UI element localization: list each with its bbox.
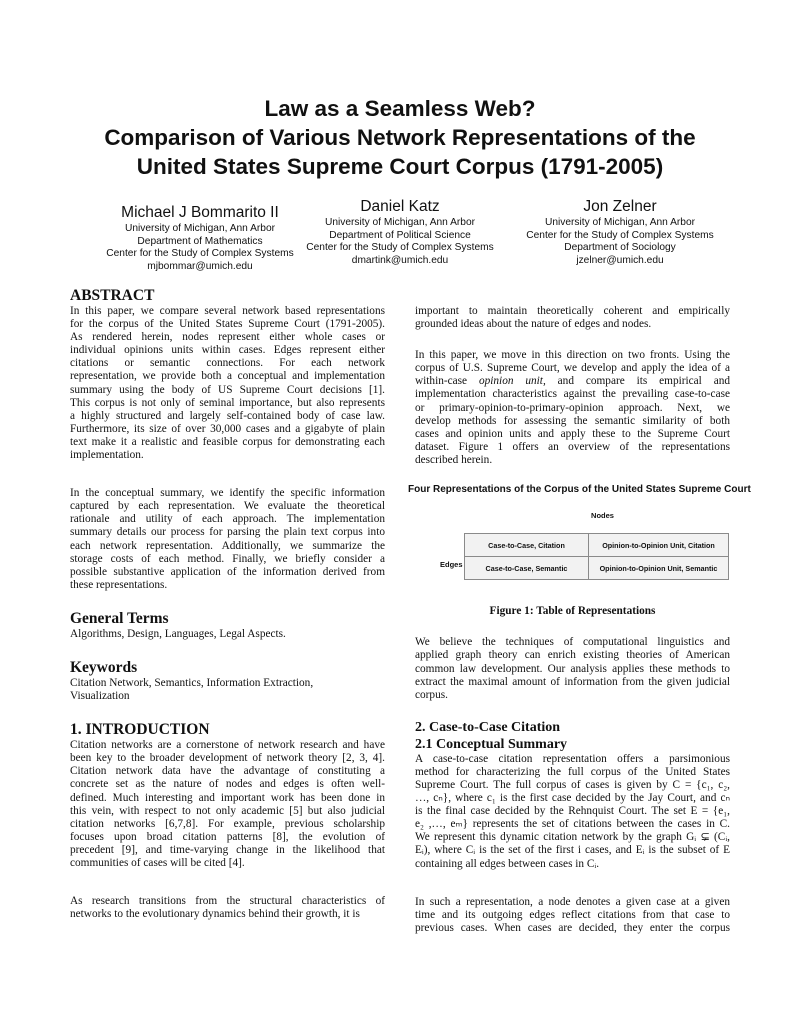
- author-center: Center for the Study of Complex Systems: [526, 229, 714, 241]
- representations-table: [464, 533, 729, 580]
- text-line: method for characterizing the full corpus of the United States: [415, 765, 730, 778]
- section-2-1-heading: 2.1 Conceptual Summary: [415, 736, 568, 752]
- author-email: dmartink@umich.edu: [351, 254, 449, 266]
- text-line: Citation network data have the advantage of constituting a: [70, 765, 385, 778]
- figure-1: [408, 483, 751, 618]
- text-line: common law development. Our analysis applies these methods to: [415, 662, 730, 675]
- text-line: Citation networks are a cornerstone of network research and have: [70, 739, 385, 752]
- text-line: this vein, with respect to not only academic [5] but also judicial: [70, 804, 385, 817]
- intro-fronts-paragraph: [415, 349, 730, 467]
- text-line: In this paper, we compare several network based representations: [70, 305, 385, 317]
- text-line: dataset. Figure 1 offers an overview of the representations: [415, 440, 730, 453]
- text-line: concrete set as the nature of nodes and edges is often well-: [70, 778, 385, 791]
- text-line: citations or semantic connections. For each network: [70, 357, 385, 370]
- text-line: rationale and utility of each approach. The implementation: [70, 513, 385, 526]
- text-line: captured by each representation. We evaluate the theoretical: [70, 500, 385, 513]
- text-line: precedent [9], and time-varying change in the likelihood that: [70, 843, 385, 856]
- text-line: or primary-opinion-to-primary-opinion approach. Next, we: [415, 401, 730, 414]
- author-affiliation: University of Michigan, Ann Arbor: [544, 217, 696, 228]
- general-terms-text: Algorithms, Design, Languages, Legal Aspects.: [70, 627, 286, 640]
- text-line: described herein.: [415, 453, 493, 466]
- text-line: implementation characteristics against the prevailing case-to-case: [415, 388, 730, 401]
- title-line-3: United States Supreme Court Corpus (1791-2005): [136, 154, 664, 179]
- table-cell: Case-to-Case, Semantic: [465, 557, 589, 580]
- text-line: defined. Much interesting and important work has been done in: [70, 791, 385, 804]
- text-line: [415, 375, 730, 388]
- text-line: implementation.: [70, 449, 144, 462]
- text-line: cases and opinion units and apply these to the Supreme Court: [415, 427, 730, 440]
- paper-title: [0, 94, 800, 181]
- author-department: Department of Mathematics: [137, 235, 263, 247]
- table-cell: Opinion-to-Opinion Unit, Citation: [589, 534, 729, 557]
- text-line: As research transitions from the structural characteristics of: [70, 895, 385, 908]
- text-line: been key to the broader development of network theory [2, 3, 4].: [70, 752, 385, 765]
- text-line: e₂ ,…, eₘ} represents the set of citations between the cases in C.: [415, 818, 730, 831]
- text-line: applied graph theory can enrich existing theories of American: [415, 649, 730, 662]
- text-line: containing all edges between cases in Cᵢ.: [415, 857, 600, 870]
- text-line: We believe the techniques of computational linguistics and: [415, 636, 730, 649]
- introduction-paragraph-1: [70, 739, 385, 870]
- text-span: and compare its empirical and: [557, 375, 731, 388]
- keywords-heading: Keywords: [70, 658, 138, 676]
- text-line: In the conceptual summary, we identify the specific information: [70, 487, 385, 500]
- text-line: focuses upon broad citation patterns [8], the evolution of: [70, 830, 385, 843]
- table-cell: Case-to-Case, Citation: [465, 534, 589, 557]
- abstract-heading: ABSTRACT: [70, 287, 155, 304]
- text-line: networks to the evolutionary dynamics behind their growth, it is: [70, 908, 360, 921]
- author-name: Michael J Bommarito II: [121, 204, 279, 221]
- text-line: storage costs of each method. Finally, we briefly consider a: [70, 552, 385, 565]
- text-line: these representations.: [70, 578, 168, 591]
- text-line: A case-to-case citation representation offers a parsimonious: [415, 752, 730, 765]
- text-line: Furthermore, its size of over 30,000 cases and a gigabyte of plain: [70, 422, 385, 435]
- text-line: summary details our process for parsing the plain text corpus into: [70, 526, 385, 539]
- text-line: In such a representation, a node denotes a given case at a given: [415, 895, 730, 908]
- text-line: important to maintain theoretically coherent and empirically: [415, 305, 730, 317]
- text-line: citation networks [6,7,8]. For example, previous scholarship: [70, 817, 385, 830]
- text-line: In this paper, we move in this direction on two fronts. Using the: [415, 349, 730, 362]
- text-line: Supreme Court. The full corpus of cases is given by C = {c₁, c₂,: [415, 778, 730, 791]
- author-email: mjbommar@umich.edu: [147, 260, 253, 272]
- text-line: extract the maximal amount of information from the given judicial: [415, 675, 730, 688]
- representation-paragraph: [415, 896, 730, 935]
- author-affiliation: University of Michigan, Ann Arbor: [324, 217, 476, 228]
- text-line: corpus.: [415, 688, 448, 701]
- table-cell: Opinion-to-Opinion Unit, Semantic: [589, 557, 729, 580]
- italic-term: opinion unit,: [478, 375, 546, 388]
- text-line: previous cases. When cases are decided, they enter the corpus: [415, 921, 730, 934]
- text-line: is the final case decided by the Rehnquist Court. The set E = {e₁,: [415, 805, 730, 818]
- introduction-heading: 1. INTRODUCTION: [70, 721, 210, 739]
- abstract-paragraph-1: [70, 305, 385, 462]
- text-line: summary using the body of US Supreme Court decisions [1].: [70, 383, 385, 396]
- text-line: communities of cases will be cited [4].: [70, 857, 245, 869]
- text-line: corpus of U.S. Supreme Court, we develop and apply the idea of a: [415, 362, 730, 375]
- text-line: This corpus is not only of seminal importance, but also represents: [70, 396, 385, 409]
- right-column: [408, 305, 751, 935]
- text-line: grounded ideas about the nature of edges and nodes.: [415, 318, 652, 331]
- author-name: Jon Zelner: [583, 198, 657, 215]
- conceptual-summary-paragraph: [415, 753, 730, 871]
- text-line: possible substantive application of the information derived from: [70, 565, 385, 578]
- figure-table-area: [415, 527, 730, 597]
- title-line-2: Comparison of Various Network Representations of the: [104, 125, 696, 150]
- author-affiliation: University of Michigan, Ann Arbor: [124, 223, 276, 234]
- author-email: jzelner@umich.edu: [576, 254, 664, 266]
- text-span: within-case: [415, 375, 468, 388]
- left-column: [70, 287, 385, 921]
- intro-continued-paragraph: [415, 305, 730, 331]
- text-line: individual opinions units within cases. Edges represent either: [70, 344, 385, 357]
- figure-nodes-label: Nodes: [591, 511, 614, 521]
- text-line: a highly structured and largely self-contained body of case law.: [70, 409, 385, 422]
- author-department: Department of Sociology: [564, 242, 676, 254]
- text-line: for the corpus of the United States Supreme Court (1791-2005).: [70, 318, 385, 331]
- techniques-paragraph: [415, 636, 730, 701]
- text-line: time and its outgoing edges reflect citations from that case to: [415, 908, 730, 921]
- author-name: Daniel Katz: [360, 198, 440, 215]
- table-row: [465, 557, 729, 580]
- text-line: …, cₙ}, where c₁ is the first case decided by the Jay Court, and cₙ: [415, 792, 730, 805]
- author-block-3: [510, 197, 730, 267]
- figure-title: Four Representations of the Corpus of the United States Supreme Court: [408, 484, 751, 496]
- table-row: [465, 534, 729, 557]
- general-terms-heading: General Terms: [70, 609, 169, 627]
- text-line: Eᵢ), where Cᵢ is the set of the first i cases, and Eᵢ is the subset of E: [415, 844, 730, 857]
- title-line-1: Law as a Seamless Web?: [264, 96, 536, 121]
- figure-edges-label: Edges: [440, 560, 463, 570]
- text-line: We represent this dynamic citation network by the graph Gᵢ ⊊ (Cᵢ,: [415, 831, 730, 844]
- author-center: Center for the Study of Complex Systems: [106, 248, 294, 260]
- text-line: As rendered herein, nodes represent either whole cases or: [70, 331, 385, 344]
- figure-caption: Figure 1: Table of Representations: [489, 605, 656, 618]
- author-center: Center for the Study of Complex Systems: [306, 242, 494, 254]
- abstract-paragraph-2: [70, 487, 385, 592]
- introduction-paragraph-2: [70, 895, 385, 921]
- author-block-2: [290, 197, 510, 267]
- keywords-line-2: Visualization: [70, 690, 130, 703]
- text-line: each network representation. Additionally, we summarize the: [70, 539, 385, 552]
- text-line: develop methods for assessing the semantic similarity of both: [415, 414, 730, 427]
- text-line: representation, we provide both a conceptual and implementation: [70, 370, 385, 383]
- text-line: text make it a realistic and feasible corpus for demonstrating each: [70, 435, 385, 448]
- section-2-heading: 2. Case-to-Case Citation: [415, 719, 561, 735]
- keywords-line-1: Citation Network, Semantics, Information Extraction,: [70, 676, 314, 689]
- author-department: Department of Political Science: [329, 229, 471, 241]
